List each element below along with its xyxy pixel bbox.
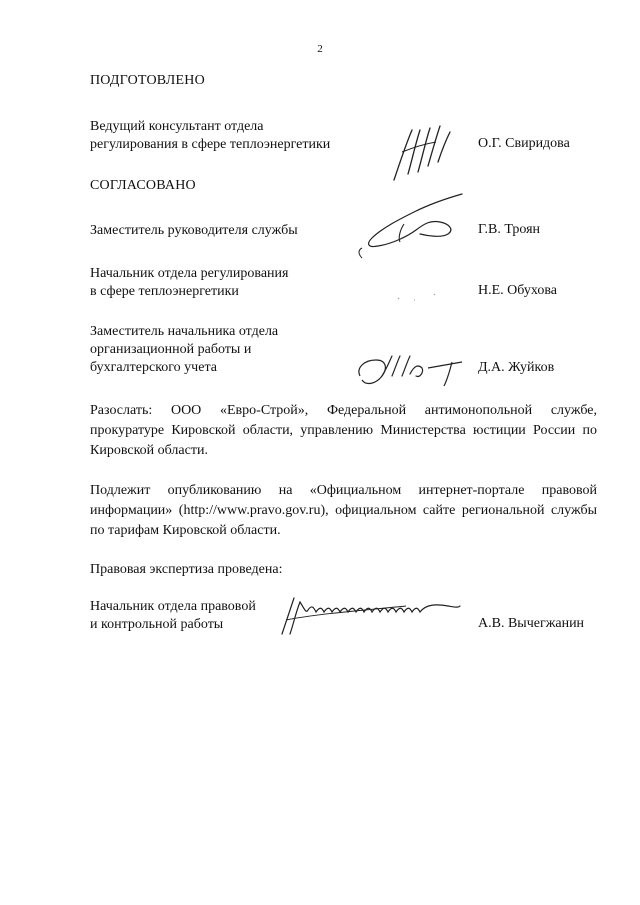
prepared-heading: ПОДГОТОВЛЕНО xyxy=(90,73,205,88)
position-line: Начальник отдела регулирования xyxy=(90,266,289,281)
agreed-name-3: Д.А. Жуйков xyxy=(478,360,555,375)
publication-paragraph: Подлежит опубликованию на «Официальном интернет-портале правовой информации» (http://www.pravo.gov.ru), официальном сайте региональной службы по тарифам Кировской области. xyxy=(90,483,597,538)
agreed-name-1: Г.В. Троян xyxy=(478,222,541,237)
prepared-position xyxy=(90,118,330,154)
agreed-position-2 xyxy=(90,265,288,301)
agreed-position-3 xyxy=(90,323,278,377)
agreed-position-1 xyxy=(90,222,298,240)
signature-zhuykov xyxy=(352,346,472,392)
distribution-paragraph: Разослать: ООО «Евро-Строй», Федеральной антимонопольной службе, прокуратуре Кировской области, управлению Министерства юстиции России по Кировской области. xyxy=(90,403,597,458)
agreed-heading: СОГЛАСОВАНО xyxy=(90,178,196,193)
position-line: организационной работы и xyxy=(90,342,252,357)
position-line: Ведущий консультант отдела xyxy=(90,119,264,134)
position-line: и контрольной работы xyxy=(90,617,224,632)
position-line: регулирования в сфере теплоэнергетики xyxy=(90,137,331,152)
position-line: в сфере теплоэнергетики xyxy=(90,284,239,299)
legal-review-position xyxy=(90,598,256,634)
signature-sviridova xyxy=(388,122,458,184)
position-line: Заместитель начальника отдела xyxy=(90,324,279,339)
position-line: Заместитель руководителя службы xyxy=(90,223,298,238)
agreed-name-2: Н.Е. Обухова xyxy=(478,283,557,298)
page-number: 2 xyxy=(317,43,323,55)
signature-obukhova xyxy=(394,288,444,304)
prepared-name: О.Г. Свиридова xyxy=(478,136,570,151)
legal-review-name: А.В. Вычегжанин xyxy=(478,616,585,631)
signature-troyan xyxy=(352,190,472,262)
legal-review-statement: Правовая экспертиза проведена: xyxy=(90,562,283,577)
position-line: Начальник отдела правовой xyxy=(90,599,256,614)
position-line: бухгалтерского учета xyxy=(90,360,217,375)
signature-vychegzhanin xyxy=(276,592,466,638)
